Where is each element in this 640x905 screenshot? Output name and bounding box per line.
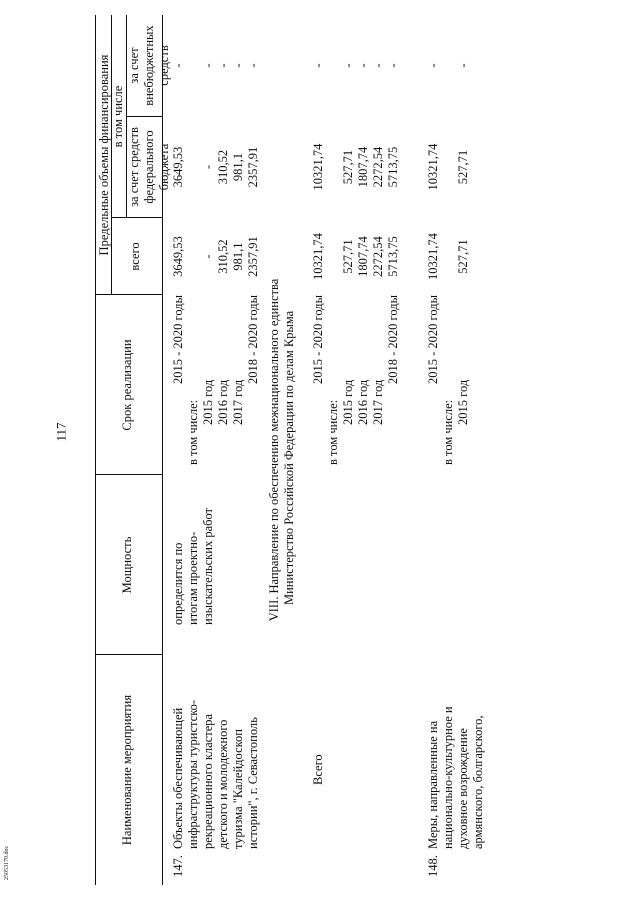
header-capacity: Мощность <box>120 536 134 594</box>
row148-name: Меры, направленные на национально-культурное и духовное возрождение армянского, болгарского, <box>426 706 485 849</box>
header-funding: Предельные объемы финансирования <box>97 54 111 256</box>
header-total: всего <box>128 242 142 271</box>
row147-number: 147. <box>171 855 185 877</box>
table-top-rule <box>95 15 96 885</box>
total-label: Всего <box>311 754 325 785</box>
row147-extra: - - - - - <box>171 63 260 68</box>
section-title: VIII. Направление по обеспечению межнационального единства <box>267 278 281 622</box>
header-extra: за счет внебюджетных средств <box>127 25 171 106</box>
header-federal: за счет средств федерального бюджета <box>127 127 171 207</box>
row148-extra: - - <box>426 63 470 68</box>
row148-total: 10321,74 527,71 <box>426 233 470 280</box>
row147-capacity: определится по итогам проектно- изыскательских работ <box>171 507 215 625</box>
row147-total: 3649,53 - 310,52 981,1 2357,91 <box>171 236 260 277</box>
total-total: 10321,74 527,71 1807,74 2272,54 5713,75 <box>311 233 400 280</box>
total-federal: 10321,74 527,71 1807,74 2272,54 5713,75 <box>311 143 400 191</box>
section-ministry: Министерство Российской Федерации по делам Крыма <box>282 310 296 605</box>
row147-federal: 3649,53 - 310,52 981,1 2357,91 <box>171 146 260 188</box>
rotated-table <box>70 15 540 885</box>
header-including: в том числе <box>111 85 125 148</box>
row148-periods: 2015 - 2020 годы в том числе: 2015 год <box>426 295 470 465</box>
row147-periods: 2015 - 2020 годы в том числе: 2015 год 2016 год 2017 год 2018 - 2020 годы <box>171 295 260 465</box>
row148-number: 148. <box>426 855 440 877</box>
page-number: 117 <box>53 422 69 442</box>
header-name: Наименование мероприятия <box>120 694 134 846</box>
total-periods: 2015 - 2020 годы в том числе: 2015 год 2016 год 2017 год 2018 - 2020 годы <box>311 295 400 465</box>
row148-federal: 10321,74 527,71 <box>426 143 470 191</box>
row147-name: Объекты обеспечивающей инфраструктуры туристско- рекреационного кластера детского и молодежного туризма "Калейдоскоп истории", г. Севастополь <box>171 699 260 849</box>
footer-document-code: 25053170.doc <box>4 845 10 880</box>
header-period: Срок реализации <box>120 339 134 431</box>
total-extra: - - - - - <box>311 63 400 68</box>
